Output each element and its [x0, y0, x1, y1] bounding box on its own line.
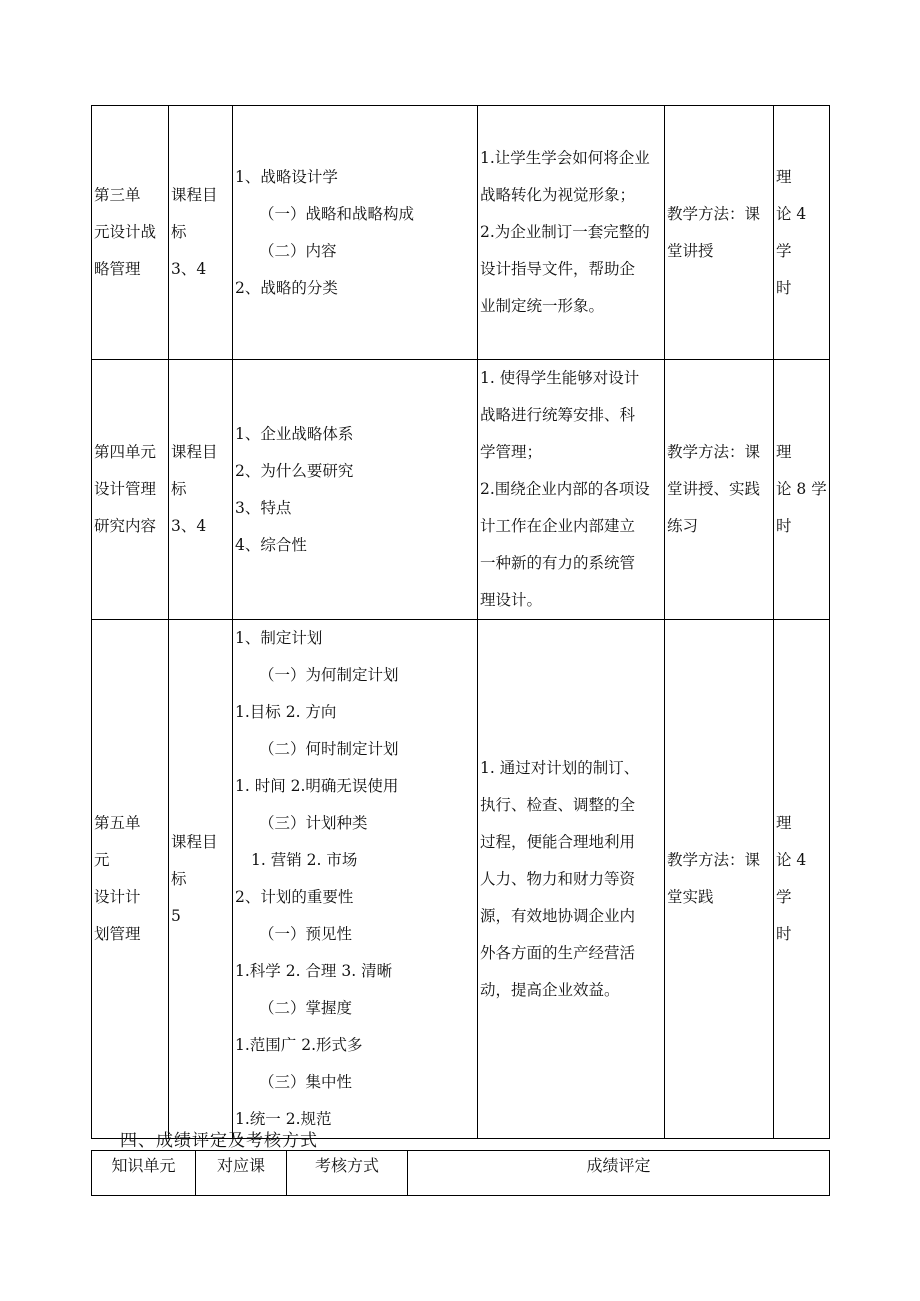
cell-line: 课程目 — [171, 186, 218, 204]
cell-line: 1.让学生学会如何将企业 — [480, 149, 650, 167]
cell-line: 时 — [776, 925, 792, 943]
cell-line: 设计管理 — [94, 480, 157, 498]
cell-line: 3、4 — [171, 517, 207, 535]
cell-line: 第五单 — [94, 814, 141, 832]
cell-line: 3、特点 — [235, 498, 292, 517]
class-hours-cell — [774, 360, 830, 620]
cell-line: （二）掌握度 — [259, 999, 353, 1017]
cell-line: 学 — [776, 888, 792, 906]
cell-line: 业制定统一形象。 — [480, 297, 605, 315]
cell-line: 教学方法：课 — [667, 851, 761, 869]
unit-row — [92, 620, 830, 1139]
cell-line: 学管理； — [480, 443, 543, 461]
cell-line: 研究内容 — [94, 517, 157, 535]
cell-line: （一）战略和战略构成 — [259, 204, 415, 223]
cell-line: （三）计划种类 — [259, 814, 368, 832]
cell-line: 2、计划的重要性 — [235, 888, 354, 906]
cell-line: 1.科学 2. 合理 3. 清晰 — [235, 962, 393, 980]
cell-line: 元 — [94, 851, 110, 869]
cell-line: 时 — [776, 278, 792, 297]
cell-line: 1. 营销 2. 市场 — [251, 851, 358, 869]
header-grading: 成绩评定 — [408, 1151, 830, 1196]
cell-line: 4、综合性 — [235, 535, 307, 554]
cell-line: 外各方面的生产经营活 — [480, 943, 636, 962]
cell-line: 时 — [776, 517, 792, 535]
cell-line: （二）何时制定计划 — [259, 740, 399, 758]
teaching-content-cell — [233, 106, 478, 360]
cell-line: 理 — [776, 443, 792, 461]
cell-line: 标 — [171, 480, 187, 498]
teaching-content-cell — [233, 620, 478, 1139]
cell-line: 过程，便能合理地利用 — [480, 832, 636, 851]
cell-line: 理设计。 — [480, 591, 543, 609]
cell-line: 划管理 — [94, 925, 141, 943]
cell-line: 教学方法：课 — [667, 443, 761, 461]
cell-line: 2.围绕企业内部的各项设 — [480, 480, 650, 498]
cell-line: 教学方法：课 — [667, 204, 761, 223]
course-objective-cell — [169, 360, 233, 620]
cell-line: 堂讲授 — [667, 241, 714, 260]
cell-line: 计工作在企业内部建立 — [480, 517, 636, 535]
cell-line: 堂讲授、实践 — [667, 480, 761, 498]
cell-line: （三）集中性 — [259, 1073, 353, 1091]
header-corresponding-course: 对应课 — [196, 1151, 287, 1196]
cell-line: 课程目 — [171, 443, 218, 461]
cell-line: 动，提高企业效益。 — [480, 980, 620, 999]
cell-line: 第三单 — [94, 186, 141, 204]
cell-line: 论 4 — [776, 204, 807, 223]
cell-line: 设计指导文件，帮助企 — [480, 260, 636, 278]
teaching-method-cell — [665, 360, 774, 620]
cell-line: 标 — [171, 869, 187, 888]
cell-line: （一）为何制定计划 — [259, 666, 399, 684]
cell-line: 论 4 — [776, 851, 807, 869]
cell-line: 1、制定计划 — [235, 629, 323, 647]
cell-line: 元设计战 — [94, 223, 157, 241]
cell-line: 执行、检查、调整的全 — [480, 795, 636, 814]
header-assessment-method: 考核方式 — [287, 1151, 408, 1196]
cell-line: 设计计 — [94, 888, 141, 906]
grading-header-row — [92, 1151, 830, 1196]
unit-name-cell — [92, 360, 169, 620]
cell-line: 2.为企业制订一套完整的 — [480, 223, 650, 241]
cell-line: 略管理 — [94, 260, 141, 278]
teaching-content-cell — [233, 360, 478, 620]
grading-table — [91, 1150, 830, 1196]
cell-line: 理 — [776, 814, 792, 832]
cell-line: 人力、物力和财力等资 — [480, 869, 636, 888]
cell-line: 1. 时间 2.明确无误使用 — [235, 777, 399, 795]
teaching-method-cell — [665, 620, 774, 1139]
cell-line: 标 — [171, 223, 187, 241]
cell-line: 一种新的有力的系统管 — [480, 554, 636, 572]
unit-name-cell — [92, 620, 169, 1139]
course-objective-cell — [169, 106, 233, 360]
cell-line: 第四单元 — [94, 443, 157, 461]
cell-line: 3、4 — [171, 260, 207, 278]
cell-line: 源，有效地协调企业内 — [480, 906, 636, 925]
cell-line: 1.统一 2.规范 — [235, 1110, 332, 1128]
cell-line: 1.目标 2. 方向 — [235, 703, 337, 721]
course-units-table — [91, 105, 830, 1139]
header-knowledge-unit: 知识单元 — [92, 1151, 196, 1196]
cell-line: 1.范围广 2.形式多 — [235, 1036, 363, 1054]
cell-line: 1. 通过对计划的制订、 — [480, 758, 640, 777]
cell-line: 论 8 学 — [776, 480, 827, 498]
unit-name-cell — [92, 106, 169, 360]
teaching-requirements-cell — [478, 360, 665, 620]
cell-line: 1、战略设计学 — [235, 167, 338, 186]
unit-row — [92, 360, 830, 620]
cell-line: （二）内容 — [259, 241, 337, 260]
cell-line: 1. 使得学生能够对设计 — [480, 369, 640, 387]
cell-line: 课程目 — [171, 832, 218, 851]
cell-line: 练习 — [667, 517, 699, 535]
unit-row — [92, 106, 830, 360]
cell-line: 堂实践 — [667, 888, 714, 906]
cell-line: 学 — [776, 241, 792, 260]
cell-line: 理 — [776, 167, 792, 186]
cell-line: 战略进行统筹安排、科 — [480, 406, 636, 424]
cell-line: 5 — [171, 906, 181, 925]
course-objective-cell — [169, 620, 233, 1139]
teaching-requirements-cell — [478, 620, 665, 1139]
class-hours-cell — [774, 620, 830, 1139]
cell-line: 2、为什么要研究 — [235, 461, 354, 480]
cell-line: （一）预见性 — [259, 925, 353, 943]
cell-line: 战略转化为视觉形象； — [480, 186, 636, 204]
teaching-requirements-cell — [478, 106, 665, 360]
class-hours-cell — [774, 106, 830, 360]
teaching-method-cell — [665, 106, 774, 360]
cell-line: 2、战略的分类 — [235, 278, 338, 297]
cell-line: 1、企业战略体系 — [235, 424, 354, 443]
section-heading: 四、成绩评定及考核方式 — [120, 1131, 318, 1151]
